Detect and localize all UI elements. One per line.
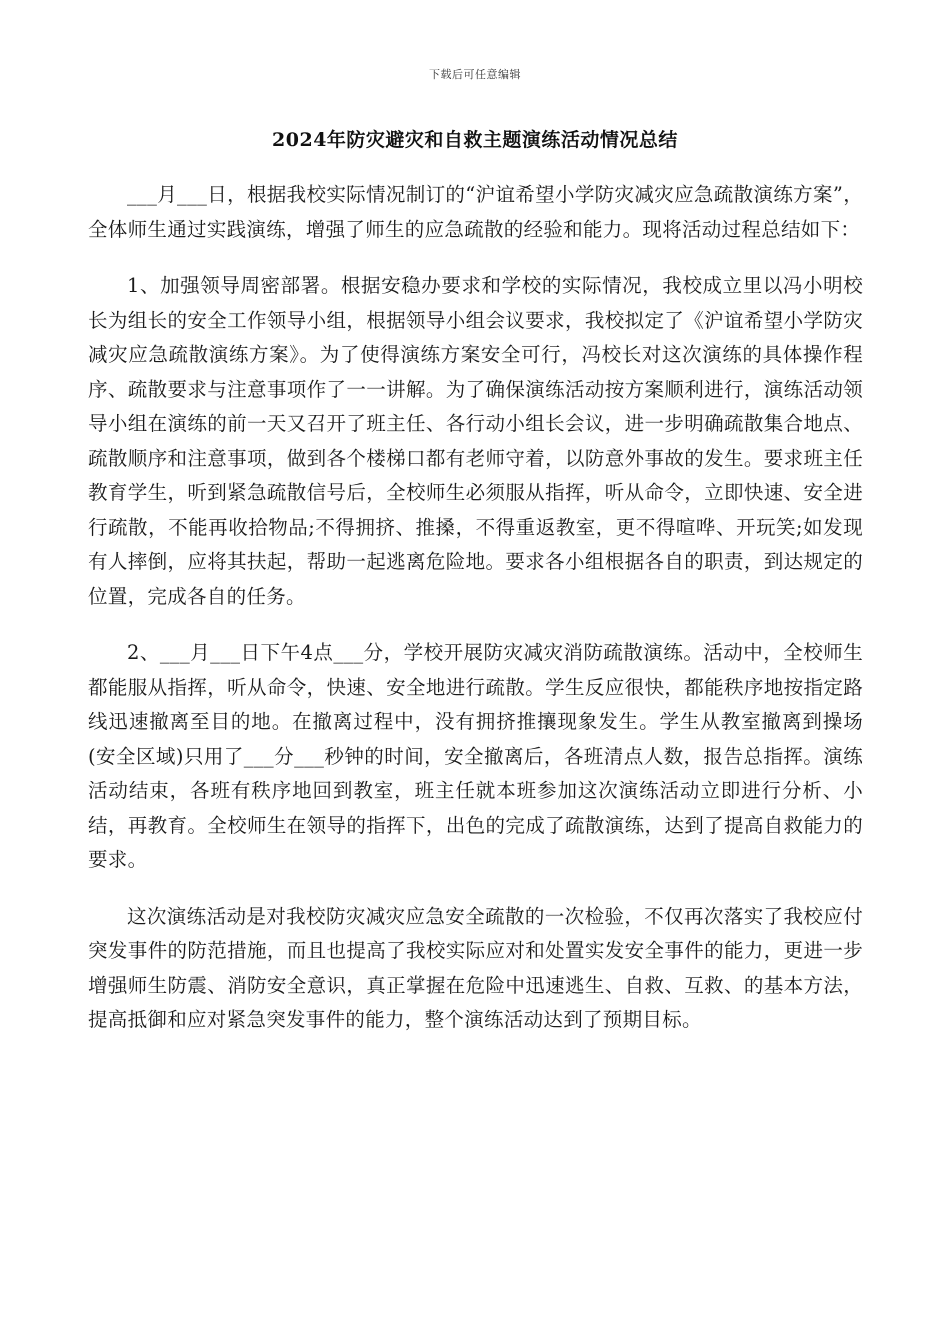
paragraph-conclusion: 这次演练活动是对我校防灾减灾应急安全疏散的一次检验，不仅再次落实了我校应付突发事件的防范措施，而且也提高了我校实际应对和处置实发安全事件的能力，更进一步增强师生防震、消防安全意识，真正掌握在危险中迅速逃生、自救、互救、的基本方法，提高抵御和应对紧急突发事件的能力，整个演练活动达到了预期目标。 bbox=[88, 904, 863, 1031]
header-note: 下载后可任意编辑 bbox=[429, 68, 521, 81]
paragraph-section-1: 1、加强领导周密部署。根据安稳办要求和学校的实际情况，我校成立里以冯小明校长为组长的安全工作领导小组，根据领导小组会议要求，我校拟定了《沪谊希望小学防灾减灾应急疏散演练方案》。为了使得演练方案安全可行，冯校长对这次演练的具体操作程序、疏散要求与注意事项作了一一讲解。为了确保演练活动按方案顺利进行，演练活动领导小组在演练的前一天又召开了班主任、各行动小组长会议，进一步明确疏散集合地点、疏散顺序和注意事项，做到各个楼梯口都有老师守着，以防意外事故的发生。要求班主任教育学生，听到紧急疏散信号后，全校师生必须服从指挥，听从命令，立即快速、安全进行疏散，不能再收拾物品;不得拥挤、推搡，不得重返教室，更不得喧哗、开玩笑;如发现有人摔倒，应将其扶起，帮助一起逃离危险地。要求各小组根据各自的职责，到达规定的位置，完成各自的任务。 bbox=[88, 274, 863, 608]
paragraph-section-2: 2、___月___日下午4点___分，学校开展防灾减灾消防疏散演练。活动中，全校师生都能服从指挥，听从命令，快速、安全地进行疏散。学生反应很快，都能秩序地按指定路线迅速撤离至目的地。在撤离过程中，没有拥挤推攘现象发生。学生从教室撤离到操场(安全区域)只用了___分___秒钟的时间，安全撤离后，各班清点人数，报告总指挥。演练活动结束，各班有秩序地回到教室，班主任就本班参加这次演练活动立即进行分析、小结，再教育。全校师生在领导的指挥下，出色的完成了疏散演练，达到了提高自救能力的要求。 bbox=[88, 641, 863, 871]
document-body bbox=[88, 178, 863, 1060]
document-title: 2024年防灾避灾和自救主题演练活动情况总结 bbox=[272, 129, 678, 151]
paragraph-intro: ___月___日，根据我校实际情况制订的“沪谊希望小学防灾减灾应急疏散演练方案”，全体师生通过实践演练，增强了师生的应急疏散的经验和能力。现将活动过程总结如下： bbox=[88, 183, 863, 241]
